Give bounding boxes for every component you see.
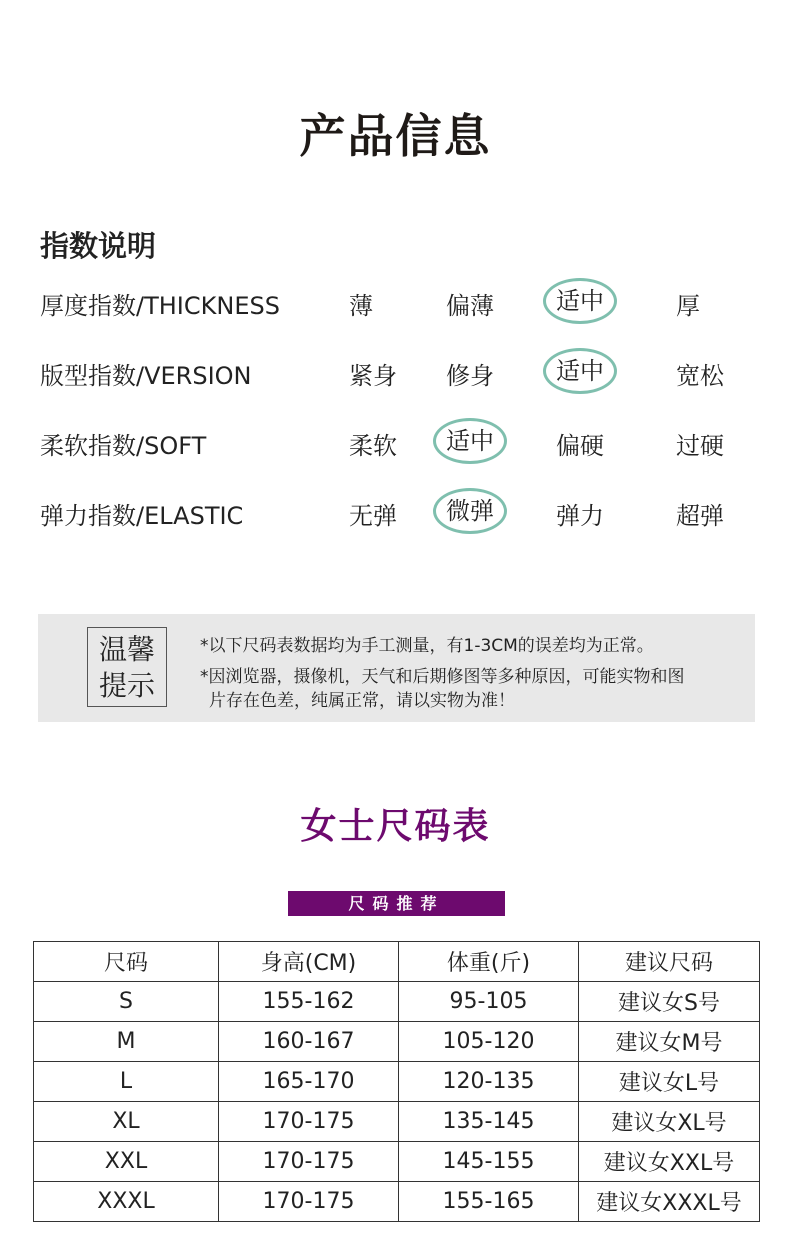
index-row [0, 416, 791, 466]
index-heading: 指数说明 [40, 229, 157, 263]
table-cell: 建议女M号 [579, 1022, 760, 1062]
table-row [34, 1022, 760, 1062]
table-cell: L [34, 1062, 219, 1102]
table-cell: 165-170 [219, 1062, 399, 1102]
table-cell: S [34, 982, 219, 1022]
index-option: 超弹 [676, 502, 724, 530]
table-cell: 120-135 [399, 1062, 579, 1102]
index-label: 柔软指数/SOFT [40, 432, 207, 460]
table-cell: 建议女S号 [579, 982, 760, 1022]
table-cell: XXL [34, 1142, 219, 1182]
header-cell: 建议尺码 [579, 942, 760, 982]
index-option: 宽松 [676, 362, 724, 390]
index-option: 弹力 [556, 502, 604, 530]
index-option-selected: 适中 [543, 278, 617, 324]
notice-line-1: *以下尺码表数据均为手工测量，有1-3CM的误差均为正常。 [200, 636, 654, 656]
table-cell: 170-175 [219, 1102, 399, 1142]
index-option-selected: 适中 [433, 418, 507, 464]
size-table [33, 941, 760, 1222]
table-row [34, 1062, 760, 1102]
notice-badge-line2: 提示 [98, 669, 155, 702]
index-option: 修身 [446, 362, 494, 390]
notice-line-2: *因浏览器，摄像机，天气和后期修图等多种原因，可能实物和图 [200, 667, 685, 687]
table-row [34, 982, 760, 1022]
index-row [0, 276, 791, 326]
notice-line-3: 片存在色差，纯属正常，请以实物为准！ [209, 691, 515, 711]
notice-badge-line1: 温馨 [98, 633, 155, 666]
table-cell: 建议女L号 [579, 1062, 760, 1102]
header-cell: 尺码 [34, 942, 219, 982]
table-cell: 170-175 [219, 1182, 399, 1222]
table-cell: 155-162 [219, 982, 399, 1022]
index-option-selected: 适中 [543, 348, 617, 394]
table-cell: 155-165 [399, 1182, 579, 1222]
table-cell: 95-105 [399, 982, 579, 1022]
index-label: 厚度指数/THICKNESS [40, 292, 280, 320]
table-cell: 105-120 [399, 1022, 579, 1062]
table-row [34, 1182, 760, 1222]
index-row [0, 346, 791, 396]
table-cell: 135-145 [399, 1102, 579, 1142]
index-option: 柔软 [349, 432, 397, 460]
index-option: 过硬 [676, 432, 724, 460]
index-option: 厚 [676, 292, 700, 320]
table-cell: 160-167 [219, 1022, 399, 1062]
table-cell: 145-155 [399, 1142, 579, 1182]
size-chart-title: 女士尺码表 [300, 806, 491, 847]
index-option: 偏薄 [446, 292, 494, 320]
table-row [34, 1102, 760, 1142]
notice-badge [87, 627, 167, 707]
table-cell: M [34, 1022, 219, 1062]
index-option: 薄 [349, 292, 373, 320]
index-option: 偏硬 [556, 432, 604, 460]
index-option: 无弹 [349, 502, 397, 530]
table-cell: 建议女XXL号 [579, 1142, 760, 1182]
header-cell: 体重(斤) [399, 942, 579, 982]
index-option: 紧身 [349, 362, 397, 390]
header-cell: 身高(CM) [219, 942, 399, 982]
index-option-selected: 微弹 [433, 488, 507, 534]
table-cell: XL [34, 1102, 219, 1142]
size-recommend-banner: 尺码推荐 [288, 891, 505, 916]
table-row [34, 1142, 760, 1182]
table-cell: 170-175 [219, 1142, 399, 1182]
index-label: 版型指数/VERSION [40, 362, 252, 390]
notice-panel [38, 614, 755, 722]
table-cell: XXXL [34, 1182, 219, 1222]
table-cell: 建议女XL号 [579, 1102, 760, 1142]
table-cell: 建议女XXXL号 [579, 1182, 760, 1222]
size-table-header-row [34, 942, 760, 982]
index-label: 弹力指数/ELASTIC [40, 502, 244, 530]
index-row [0, 486, 791, 536]
page-title: 产品信息 [299, 109, 492, 163]
